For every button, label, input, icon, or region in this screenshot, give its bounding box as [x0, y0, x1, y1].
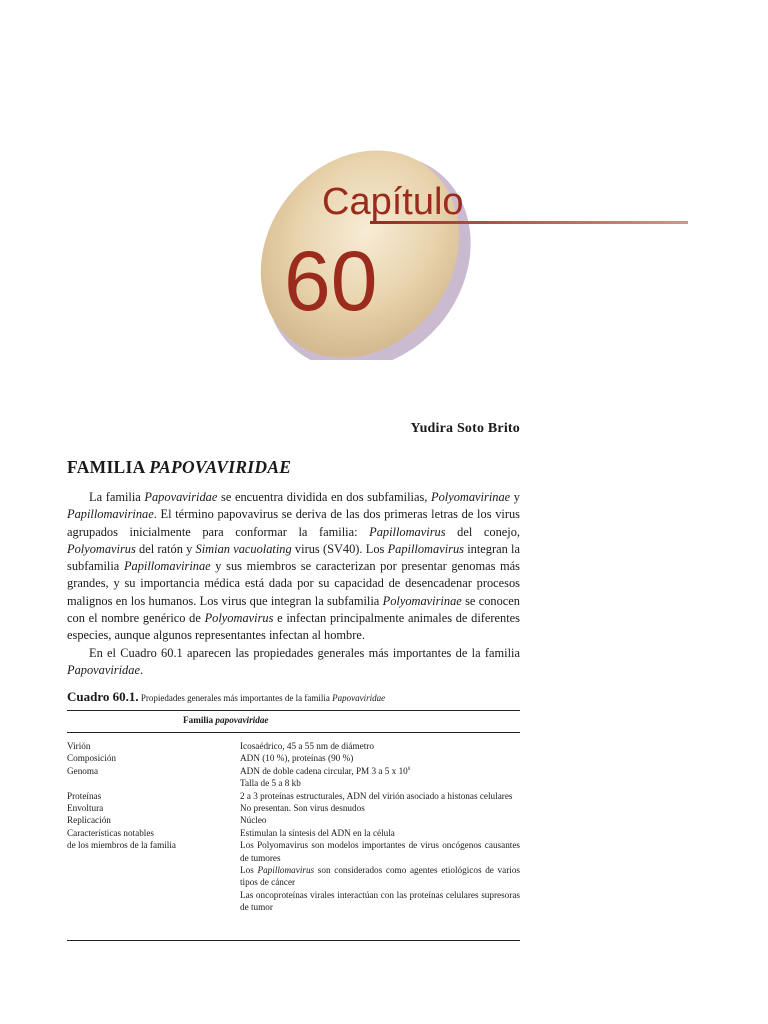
row-value — [240, 752, 520, 764]
text-run: . El término papovavirus se deriva de las dos primeras letras de los virus agrupados inicialmente para conformar la familia: — [67, 507, 520, 539]
italic-term: Polyomavirinae — [431, 490, 511, 504]
text-run: Talla de 5 a 8 kb — [240, 778, 301, 789]
table-row — [67, 889, 520, 914]
row-value — [240, 740, 520, 752]
table-row — [67, 864, 520, 889]
italic-term: Polyomavirus — [204, 611, 274, 626]
properties-table — [67, 740, 520, 914]
table-row — [67, 814, 520, 826]
row-value — [240, 839, 520, 864]
text-run: Los — [240, 865, 258, 876]
text-run: . — [139, 662, 144, 677]
table-row — [67, 777, 520, 789]
row-label — [67, 864, 240, 889]
text-run: ADN de doble cadena circular, PM 3 a 5 x 10 — [240, 765, 408, 776]
text-run: Estimulan la síntesis del ADN en la célula — [240, 827, 395, 838]
text-run: La familia — [89, 490, 145, 504]
heading-family: PAPOVAVIRIDAE — [149, 457, 292, 477]
text-run: integran la subfamilia — [67, 541, 521, 574]
text-run: ADN (10 %), proteínas (90 %) — [240, 753, 354, 764]
text-run: y sus miembros se caracterizan por presentar genomas más grandes, y su importancia médica está dada por su capacidad de desencadenar procesos malignos en los humanos. Los virus que integran la subfamilia — [67, 559, 520, 608]
table-row — [67, 790, 520, 802]
text-run: 2 a 3 proteínas estructurales, ADN del virión asociado a histonas celulares — [240, 790, 513, 801]
italic-term: Papovaviridae — [144, 490, 218, 504]
heading-prefix: FAMILIA — [67, 457, 150, 477]
italic-term: Papillomavirinae — [67, 507, 154, 522]
row-label — [67, 777, 240, 789]
table-title-prefix: Familia — [183, 715, 216, 725]
author-name: Yudira Soto Brito — [410, 421, 520, 436]
text-run: Núcleo — [240, 815, 267, 826]
row-label: Virión — [67, 741, 91, 751]
paragraph-2 — [67, 645, 520, 680]
italic-term: Polyomavirinae — [382, 593, 462, 608]
table-row — [67, 765, 520, 777]
table-top-rule — [67, 710, 520, 711]
text-run: son considerados como agentes etiológicos de varios tipos de cáncer — [240, 865, 520, 888]
table-caption — [67, 689, 527, 705]
row-value — [240, 765, 520, 777]
text-run: No presentan. Son virus desnudos — [240, 803, 365, 814]
row-label: Replicación — [67, 815, 111, 826]
superscript: 6 — [407, 766, 411, 772]
row-value — [240, 827, 520, 839]
text-run: Icosaédrico, 45 a 55 nm de diámetro — [240, 741, 374, 751]
table-title-family: papovaviridae — [215, 715, 269, 725]
body-text — [67, 489, 520, 679]
row-label: Genoma — [67, 765, 99, 776]
section-heading — [67, 457, 291, 478]
row-value — [240, 864, 520, 889]
italic-term: Papillomavirus — [257, 865, 315, 876]
text-run: y — [510, 490, 520, 504]
table-bottom-rule — [67, 940, 520, 941]
chapter-word: Capítulo — [322, 181, 464, 223]
chapter-number: 60 — [284, 234, 378, 328]
table-row — [67, 827, 520, 839]
table-row — [67, 839, 520, 864]
text-run: del conejo, — [445, 524, 520, 539]
row-label: Envoltura — [67, 803, 104, 814]
row-value — [240, 802, 520, 814]
row-value — [240, 790, 520, 802]
italic-term: Simian vacuolating — [195, 541, 292, 556]
table-title — [183, 715, 269, 725]
row-label: Características notables — [67, 827, 154, 838]
text-run: se conocen con el nombre genérico de — [67, 593, 521, 626]
row-label: de los miembros de la familia — [67, 840, 176, 851]
italic-term: Polyomavirus — [67, 541, 136, 556]
text-run: Los Polyomavirus son modelos importantes de virus oncógenos causantes de tumores — [240, 840, 520, 863]
italic-term: Papovaviridae — [67, 662, 140, 677]
italic-term: Papillomavirinae — [123, 559, 211, 574]
row-value — [240, 814, 520, 826]
text-run: En el Cuadro 60.1 aparecen las propiedades generales más importantes de la familia — [89, 645, 520, 660]
paragraph-1 — [67, 489, 520, 645]
italic-term: Papillomavirus — [387, 541, 464, 556]
text-run: e infectan principalmente animales de diferentes especies, aunque algunos representantes infectan al hombre. — [67, 611, 520, 643]
row-label — [67, 889, 240, 914]
row-value — [240, 777, 520, 789]
chapter-emblem — [240, 150, 700, 360]
table-row — [67, 802, 520, 814]
row-value — [240, 889, 520, 914]
caption-label: Cuadro 60.1. — [67, 689, 139, 704]
table-row — [67, 740, 520, 752]
table-row — [67, 752, 520, 764]
text-run: se encuentra dividida en dos subfamilias, — [217, 490, 432, 504]
row-label: Proteínas — [67, 790, 102, 801]
text-run: Las oncoproteínas virales interactúan con las proteínas celulares supresoras de tumor — [240, 889, 520, 913]
text-run: del ratón y — [135, 541, 196, 556]
text-run: virus (SV40). Los — [291, 541, 388, 556]
row-label: Composición — [67, 753, 117, 764]
caption-text: Propiedades generales más importantes de la familia — [138, 693, 333, 703]
caption-family: Papovaviridae — [332, 693, 386, 703]
italic-term: Papillomavirus — [369, 524, 446, 539]
table-header-rule — [67, 732, 520, 733]
